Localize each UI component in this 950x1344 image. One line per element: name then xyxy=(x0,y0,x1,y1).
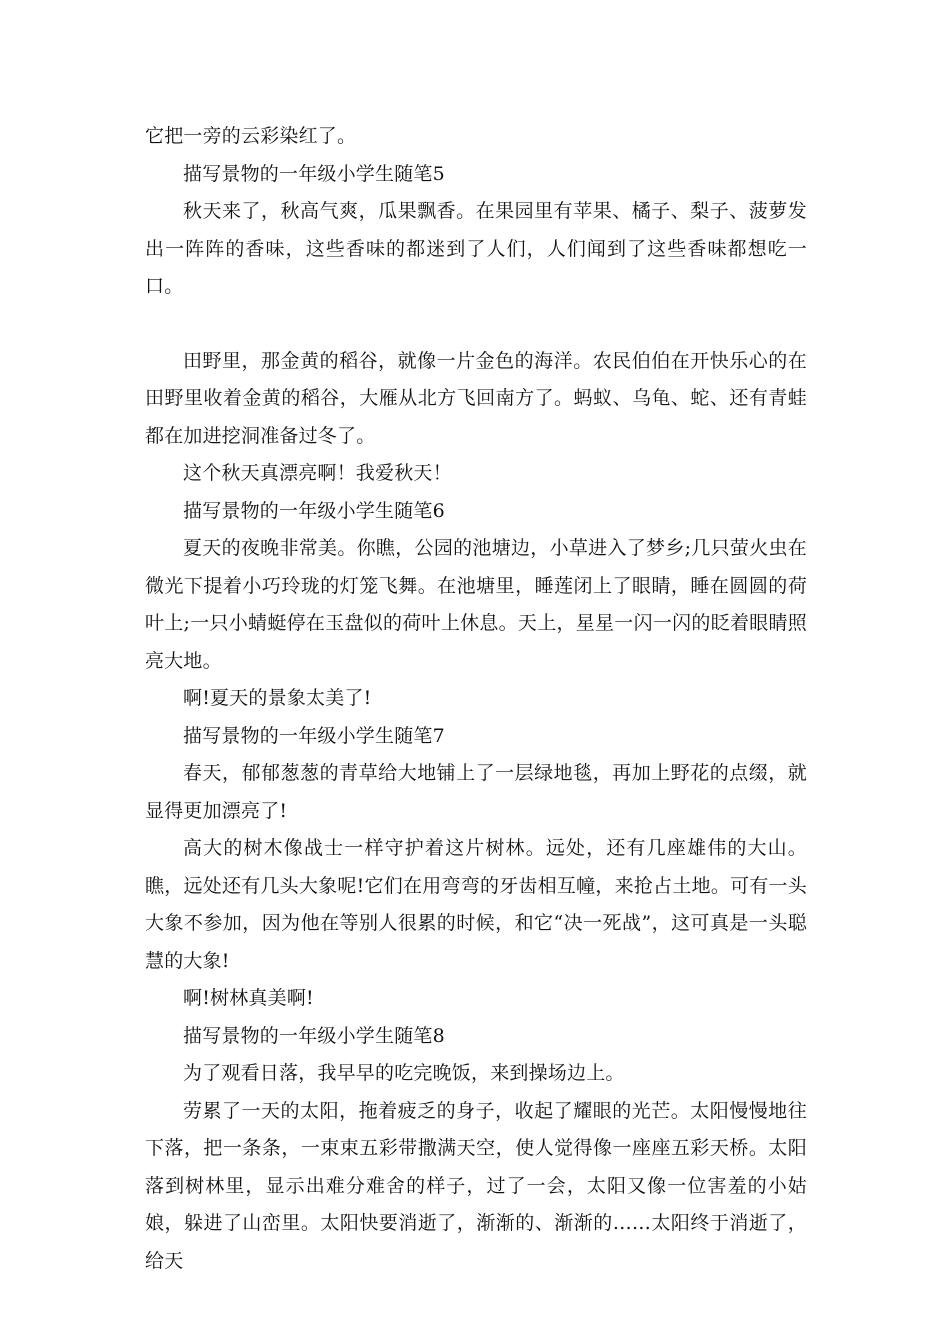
paragraph-spring-grass: 春天，郁郁葱葱的青草给大地铺上了一层绿地毯，再加上野花的点缀，就显得更加漂亮了! xyxy=(145,762,807,822)
paragraph-continuation: 它把一旁的云彩染红了。 xyxy=(145,125,357,147)
essay-heading-5: 描写景物的一年级小学生随笔5 xyxy=(183,162,445,185)
document-page xyxy=(145,118,807,1280)
essay-heading-8: 描写景物的一年级小学生随笔8 xyxy=(183,1024,445,1047)
paragraph-sunset-intro: 为了观看日落，我早早的吃完晚饭，来到操场边上。 xyxy=(183,1062,625,1084)
paragraph-autumn-orchard: 秋天来了，秋高气爽，瓜果飘香。在果园里有苹果、橘子、梨子、菠萝发出一阵阵的香味，这些香味的都迷到了人们，人们闻到了这些香味都想吃一口。 xyxy=(145,200,807,297)
essay-heading-6: 描写景物的一年级小学生随笔6 xyxy=(183,499,445,522)
paragraph-gap xyxy=(145,306,807,343)
paragraph-autumn-fields: 田野里，那金黄的稻谷，就像一片金色的海洋。农民伯伯在开快乐心的在田野里收着金黄的稻谷，大雁从北方飞回南方了。蚂蚁、乌龟、蛇、还有青蛙都在加进挖洞准备过冬了。 xyxy=(145,349,807,447)
paragraph-sunset-description: 劳累了一天的太阳，拖着疲乏的身子，收起了耀眼的光芒。太阳慢慢地往下落，把一条条，一束束五彩带撒满天空，使人觉得像一座座五彩天桥。太阳落到树林里，显示出难分难舍的样子，过了一会，太阳又像一位害羞的小姑娘，躲进了山峦里。太阳快要消逝了，渐渐的、渐渐的……太阳终于消逝了，给天 xyxy=(145,1099,807,1272)
paragraph-forest-closing: 啊!树林真美啊! xyxy=(183,987,314,1009)
paragraph-autumn-closing: 这个秋天真漂亮啊！我爱秋天！ xyxy=(183,462,452,484)
paragraph-summer-night: 夏天的夜晚非常美。你瞧，公园的池塘边，小草进入了梦乡;几只萤火虫在微光下提着小巧玲珑的灯笼飞舞。在池塘里，睡莲闭上了眼睛，睡在圆圆的荷叶上;一只小蜻蜓停在玉盘似的荷叶上休息。天上，星星一闪一闪的眨着眼睛照亮大地。 xyxy=(145,537,807,672)
paragraph-summer-closing: 啊!夏天的景象太美了! xyxy=(183,687,372,709)
essay-heading-7: 描写景物的一年级小学生随笔7 xyxy=(183,724,445,747)
paragraph-forest-elephants: 高大的树木像战士一样守护着这片树林。远处，还有几座雄伟的大山。瞧，远处还有几头大象呢!它们在用弯弯的牙齿相互幢，来抢占土地。可有一头大象不参加，因为他在等别人很累的时候，和它“决一死战”，这可真是一头聪慧的大象! xyxy=(145,837,807,972)
